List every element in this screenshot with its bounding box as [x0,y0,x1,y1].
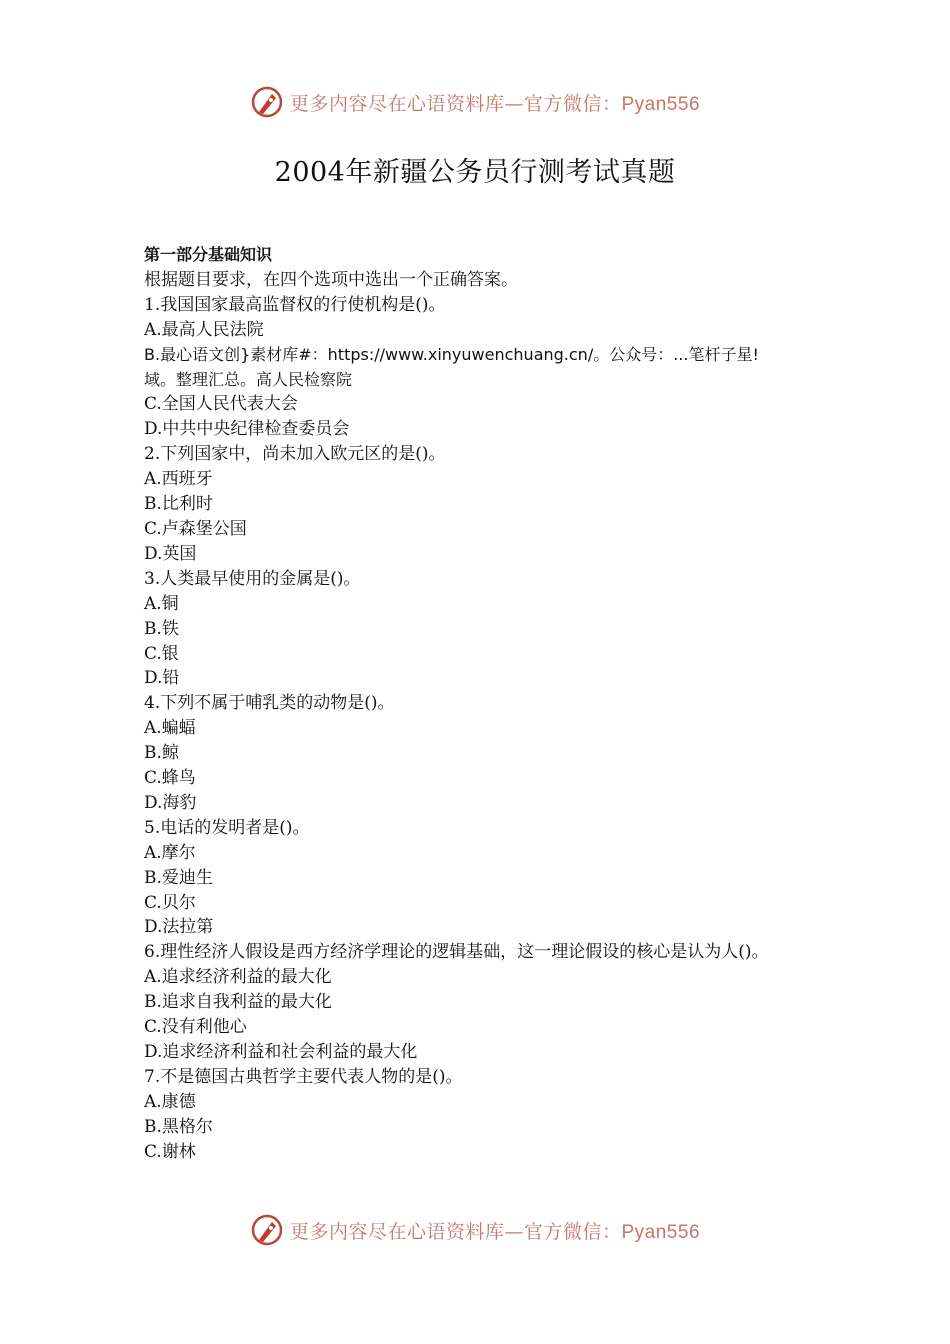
option: C.蜂鸟 [144,768,196,789]
option: D.铅 [144,668,180,689]
document-body [144,243,814,1165]
option: B.爱迪生 [144,867,213,888]
option: A.铜 [144,593,179,614]
option: D.法拉第 [144,917,214,938]
question: 1.我国国家最高监督权的行使机构是()。 [144,294,446,315]
option: B.铁 [144,618,179,639]
section-title: 第一部分基础知识 [144,245,273,264]
question: 4.下列不属于哺乳类的动物是()。 [144,693,395,714]
option: A.摩尔 [144,842,196,863]
option: C.贝尔 [144,892,196,913]
option: A.康德 [144,1091,196,1112]
option: A.最高人民法院 [144,319,264,340]
option: A.西班牙 [144,469,213,490]
question: 5.电话的发明者是()。 [144,817,310,838]
instruction: 根据题目要求，在四个选项中选出一个正确答案。 [144,269,518,290]
option: D.中共中央纪律检查委员会 [144,419,350,440]
banner-text: 更多内容尽在心语资料库—官方微信：Pyan556 [289,1220,701,1243]
option: C.卢森堡公国 [144,518,247,539]
pen-nib-logo-icon [250,85,284,119]
option: A.追求经济利益的最大化 [144,967,332,988]
option: B.最心语文创}素材库#：https://www.xinyuwenchuang.cn/。公众号：...笔杆子星! [144,344,759,364]
question: 3.人类最早使用的金属是()。 [144,568,361,589]
option: D.追求经济利益和社会利益的最大化 [144,1042,418,1062]
option: D.海豹 [144,792,197,813]
option: C.全国人民代表大会 [144,394,298,415]
question: 2.下列国家中，尚未加入欧元区的是()。 [144,444,446,465]
option: D.英国 [144,543,197,564]
option: B.追求自我利益的最大化 [144,992,332,1013]
option: C.谢林 [144,1141,196,1162]
option: C.没有利他心 [144,1017,247,1038]
option-continued: 域。整理汇总。高人民检察院 [144,369,353,389]
footer-banner [0,1210,950,1250]
pen-nib-logo-icon [250,1213,284,1247]
banner-text: 更多内容尽在心语资料库—官方微信：Pyan556 [289,92,701,115]
option: A.蝙蝠 [144,718,196,739]
option: B.黑格尔 [144,1116,213,1137]
option: B.鲸 [144,743,179,764]
page-title: 2004年新疆公务员行测考试真题 [274,157,676,188]
header-banner [0,82,950,122]
option: B.比利时 [144,494,213,515]
option: C.银 [144,643,179,664]
question: 7.不是德国古典哲学主要代表人物的是()。 [144,1066,463,1087]
question: 6.理性经济人假设是西方经济学理论的逻辑基础，这一理论假设的核心是认为人()。 [144,942,769,963]
